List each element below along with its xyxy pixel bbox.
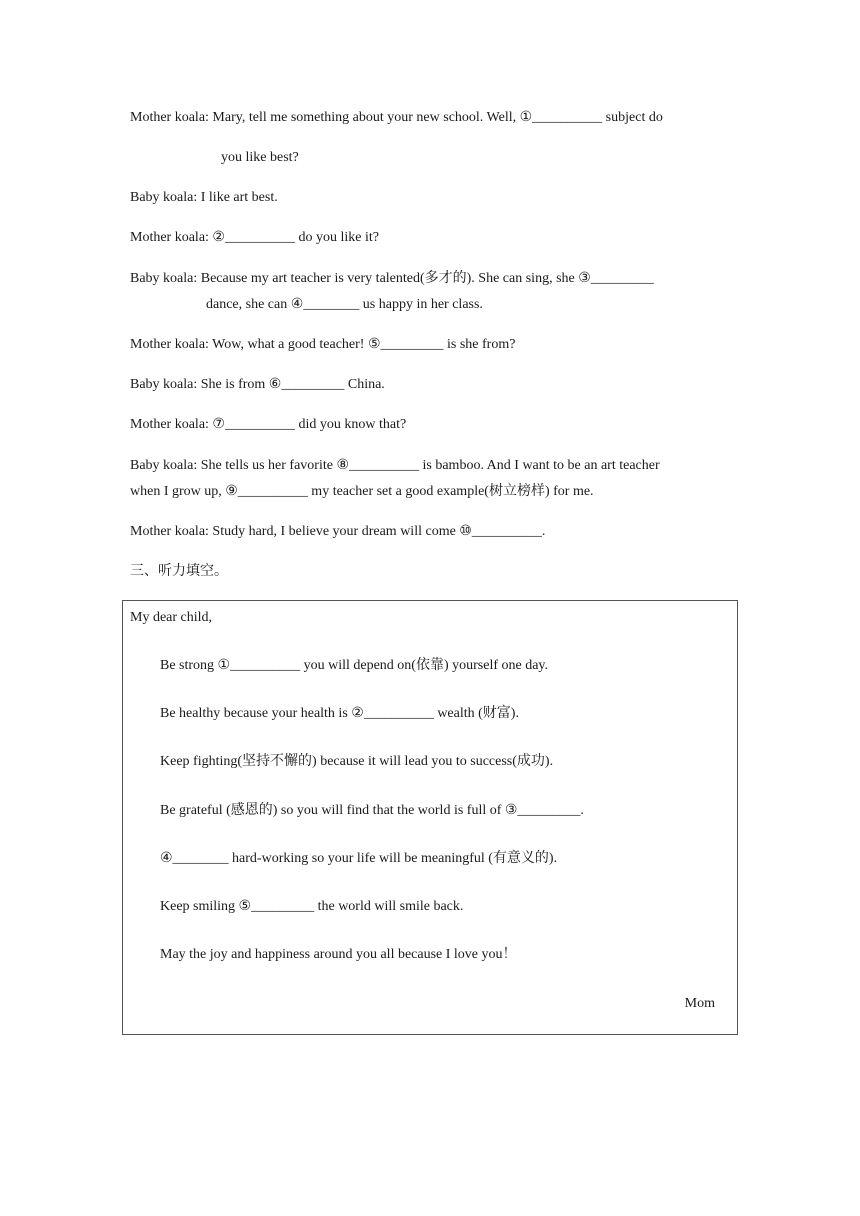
dialogue-line-8: Baby koala: She tells us her favorite ⑧__________ is bamboo. And I want to be an art teacher: [130, 458, 660, 473]
dialogue-line-5: Mother koala: Wow, what a good teacher! ⑤_________ is she from?: [130, 337, 516, 352]
dialogue-line-2: Baby koala: I like art best.: [130, 190, 278, 205]
letter-line-3: Keep fighting(坚持不懈的) because it will lead you to success(成功).: [160, 754, 554, 769]
dialogue-line-4: Baby koala: Because my art teacher is very talented(多才的). She can sing, she ③_________: [130, 271, 654, 286]
dialogue-line-6: Baby koala: She is from ⑥_________ China.: [130, 377, 385, 392]
section-title: 三、听力填空。: [130, 564, 228, 579]
letter-line-7: May the joy and happiness around you all because I love you！: [160, 947, 517, 962]
dialogue-line-1-continued: you like best?: [221, 150, 299, 165]
dialogue-line-4-continued: dance, she can ④________ us happy in her class.: [206, 297, 483, 312]
dialogue-line-7: Mother koala: ⑦__________ did you know that?: [130, 417, 407, 432]
dialogue-line-9: Mother koala: Study hard, I believe your dream will come ⑩__________.: [130, 524, 546, 539]
dialogue-line-1: Mother koala: Mary, tell me something about your new school. Well, ①__________ subject do: [130, 110, 663, 125]
letter-signature: Mom: [684, 996, 715, 1011]
letter-line-4: Be grateful (感恩的) so you will find that the world is full of ③_________.: [160, 803, 584, 818]
dialogue-line-3: Mother koala: ②__________ do you like it?: [130, 230, 379, 245]
letter-line-1: Be strong ①__________ you will depend on(依靠) yourself one day.: [160, 658, 549, 673]
letter-greeting: My dear child,: [130, 610, 213, 625]
letter-line-6: Keep smiling ⑤_________ the world will smile back.: [160, 899, 464, 914]
letter-line-2: Be healthy because your health is ②__________ wealth (财富).: [160, 706, 519, 721]
dialogue-line-8-continued: when I grow up, ⑨__________ my teacher set a good example(树立榜样) for me.: [130, 484, 594, 499]
letter-line-5: ④________ hard-working so your life will be meaningful (有意义的).: [160, 851, 558, 866]
